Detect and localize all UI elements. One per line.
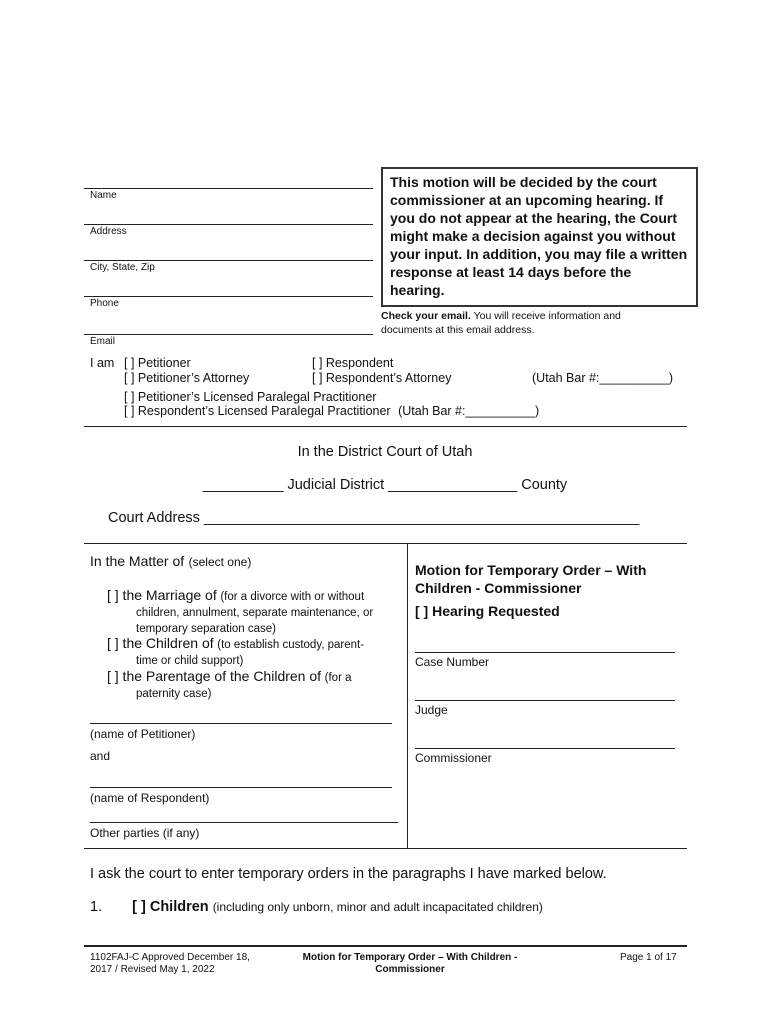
case-number-line[interactable] [415,652,675,653]
motion-title: Motion for Temporary Order – With Children - Commissioner [415,562,647,596]
section-divider [84,426,687,427]
court-title: In the District Court of Utah [297,444,473,460]
caption-top-line [84,543,687,544]
hearing-notice-box [381,167,698,307]
item-1-number: 1. [90,899,103,915]
item-1[interactable] [90,899,543,915]
phone-label: Phone [90,298,119,309]
caption-bottom-line [84,848,687,849]
petitioner-name-line[interactable] [90,723,392,724]
email-note-text: You will receive information and documents at this email address. [381,310,621,336]
respondent-name-line[interactable] [90,787,392,788]
address-line[interactable] [84,224,373,225]
email-note [381,309,671,337]
ask-statement: I ask the court to enter temporary orders in the paragraphs I have marked below. [90,866,607,882]
petitioner-paralegal-option[interactable]: [ ] Petitioner’s Licensed Paralegal Practitioner [124,390,377,404]
respondent-attorney-option[interactable]: [ ] Respondent’s Attorney [312,371,452,385]
email-line[interactable] [84,334,373,335]
judge-line[interactable] [415,700,675,701]
email-label: Email [90,336,116,347]
name-label: Name [90,190,117,201]
city-line[interactable] [84,260,373,261]
footer-title: Motion for Temporary Order – With Children - Commissioner [302,952,518,975]
matter-heading: In the Matter of (select one) [90,553,252,569]
and-label: and [90,749,111,763]
item-1-checkbox[interactable]: [ ] [132,899,146,915]
respondent-option[interactable]: [ ] Respondent [312,356,394,370]
name-line[interactable] [84,188,373,189]
phone-line[interactable] [84,296,373,297]
petitioner-attorney-option[interactable]: [ ] Petitioner’s Attorney [124,371,250,385]
other-parties-line[interactable] [90,822,398,823]
item-1-title: Children [149,899,209,915]
item-1-note: (including only unborn, minor and adult incapacitated children) [212,900,543,914]
children-option[interactable]: [ ] the Children of (to establish custody, parent- time or child support) [107,635,365,667]
district-line[interactable]: __________ Judicial District ________________ County [202,477,568,493]
marriage-option[interactable]: [ ] the Marriage of (for a divorce with or without children, annulment, separate maintenance, or temporary separation case) [107,587,374,635]
email-note-bold: Check your email. [381,310,471,322]
footer-page-number: Page 1 of 17 [620,952,677,963]
footer-form-id: 1102FAJ-C Approved December 18, 2017 / Revised May 1, 2022 [90,952,250,975]
commissioner-line[interactable] [415,748,675,749]
hearing-requested-checkbox[interactable]: [ ] Hearing Requested [415,603,560,619]
i-am-prefix: I am [90,356,115,370]
hearing-notice-text: This motion will be decided by the court commissioner at an upcoming hearing. If you do not appear at the hearing, the Court might make a decision against you without your input. In addition, you may file a written response at least 14 days before the hearing. [390,174,688,298]
bar-number-field[interactable]: (Utah Bar #:__________) [532,371,674,385]
footer-divider [84,945,687,947]
respondent-paralegal-bar[interactable]: (Utah Bar #:__________) [398,404,540,418]
parentage-option[interactable]: [ ] the Parentage of the Children of (for a paternity case) [107,668,352,700]
respondent-paralegal-label: [ ] Respondent’s Licensed Paralegal Practitioner [124,404,391,418]
petitioner-name-label: (name of Petitioner) [90,727,196,741]
city-label: City, State, Zip [90,262,155,273]
petitioner-option[interactable]: [ ] Petitioner [124,356,191,370]
other-parties-label: Other parties (if any) [90,826,200,840]
address-label: Address [90,226,127,237]
judge-label: Judge [415,703,448,717]
respondent-paralegal-option[interactable] [124,404,539,418]
caption-divider [407,543,408,848]
case-number-label: Case Number [415,655,490,669]
respondent-name-label: (name of Respondent) [90,791,210,805]
commissioner-label: Commissioner [415,751,492,765]
court-address-line[interactable]: Court Address ______________________________________________________ [108,510,640,526]
